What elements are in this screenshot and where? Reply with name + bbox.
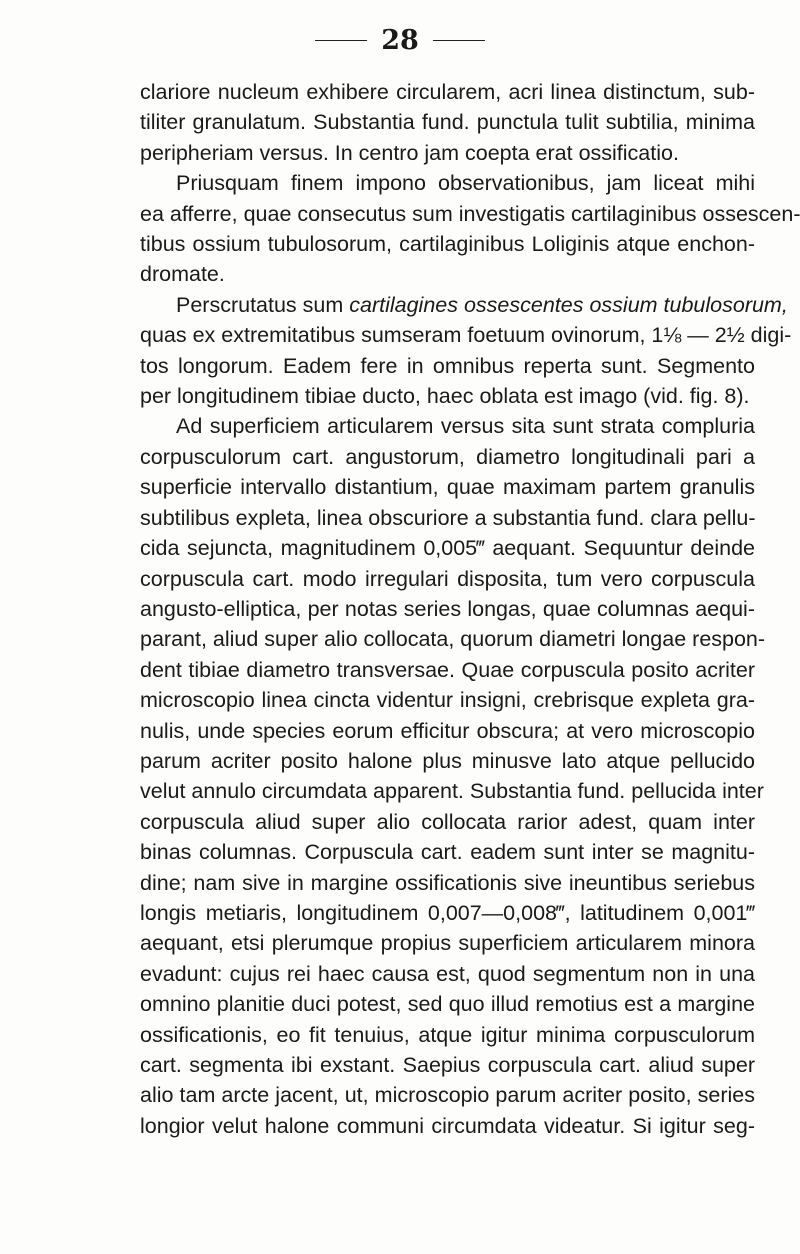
text-line-content: Perscrutatus sum — [176, 292, 350, 317]
text-line-content: superficie intervallo distantium, quae maximam partem granulis — [140, 475, 755, 500]
text-line-content: parant, aliud super alio collocata, quorum diametri longae respon- — [140, 627, 766, 652]
body-text — [140, 77, 800, 1141]
text-line-content: cart. segmenta ibi exstant. Saepius corpuscula cart. aliud super — [140, 1053, 755, 1077]
text-line — [140, 533, 755, 563]
text-line-content: dent tibiae diametro transversae. Quae corpuscula posito acriter — [140, 657, 755, 682]
text-line-content: angusto-elliptica, per notas series longas, quae columnas aequi- — [140, 596, 755, 621]
text-line — [140, 776, 764, 806]
text-line-content: tiliter granulatum. Substantia fund. punctula tulit subtilia, minima — [140, 110, 755, 135]
text-line-content: corpuscula cart. modo irregulari disposita, tum vero corpuscula — [140, 566, 755, 591]
text-line — [140, 472, 755, 502]
text-line-content: tibus ossium tubulosorum, cartilaginibus Loliginis atque enchon- — [140, 232, 755, 257]
text-line-content: per longitudinem tibiae ducto, haec oblata est imago (vid. fig. 8). — [140, 384, 750, 409]
text-line — [140, 1050, 755, 1080]
text-line-content: dine; nam sive in margine ossificationis sive ineuntibus seriebus — [140, 870, 755, 895]
text-line — [140, 594, 755, 624]
text-line-content: velut annulo circumdata apparent. Substantia fund. pellucida inter — [140, 779, 764, 804]
text-line — [140, 259, 755, 289]
text-line — [140, 564, 755, 594]
text-line — [140, 1111, 755, 1141]
text-line — [140, 320, 792, 350]
text-line — [140, 77, 755, 107]
text-line-content: aequant, etsi plerumque propius superficiem articularem minora — [140, 931, 755, 956]
text-line-content: corpusculorum cart. angustorum, diametro longitudinali pari a — [140, 444, 755, 469]
text-line — [140, 168, 755, 198]
text-line — [140, 1020, 755, 1050]
text-line-content: parum acriter posito halone plus minusve lato atque pellucido — [140, 748, 755, 773]
text-line — [140, 655, 755, 685]
text-line-content: Ad superficiem articularem versus sita sunt strata compluria — [176, 414, 755, 439]
text-line-content: omnino planitie duci potest, sed quo illud remotius est a margine — [140, 992, 755, 1017]
italic-phrase: cartilagines ossescentes ossium tubulosorum, — [349, 292, 788, 317]
page-number: 28 — [381, 24, 419, 56]
text-line-content: cida sejuncta, magnitudinem 0,005‴ aequant. Sequuntur deinde — [140, 536, 755, 561]
text-line — [140, 290, 788, 320]
text-line-content: ea afferre, quae consecutus sum investigatis cartilaginibus ossescen- — [140, 201, 800, 226]
text-line — [140, 898, 755, 928]
text-line-content: subtilibus expleta, linea obscuriore a substantia fund. clara pellu- — [140, 505, 756, 530]
text-line — [140, 624, 766, 654]
text-line-content: peripheriam versus. In centro jam coepta erat ossificatio. — [140, 140, 679, 165]
text-line — [140, 351, 755, 381]
text-line-content: microscopio linea cincta videntur insigni, crebrisque expleta gra- — [140, 688, 755, 713]
text-line — [140, 928, 755, 958]
text-line-content: clariore nucleum exhibere circularem, acri linea distinctum, sub- — [140, 80, 755, 104]
header-rule-right — [433, 40, 485, 41]
text-line — [140, 746, 755, 776]
text-line — [140, 716, 755, 746]
text-line — [140, 1080, 755, 1110]
text-line — [140, 868, 755, 898]
header-rule-left — [315, 40, 367, 41]
text-line-content: binas columnas. Corpuscula cart. eadem sunt inter se magnitu- — [140, 840, 755, 865]
text-line — [140, 381, 755, 411]
text-line — [140, 503, 755, 533]
text-line-content: longior velut halone communi circumdata videatur. Si igitur seg- — [140, 1113, 755, 1138]
page-header — [0, 20, 800, 60]
text-line-content: quas ex extremitatibus sumseram foetuum ovinorum, 1⅛ — 2½ digi- — [140, 323, 792, 348]
text-line — [140, 442, 755, 472]
text-line-content: nulis, unde species eorum efficitur obscura; at vero microscopio — [140, 718, 755, 743]
text-line — [140, 199, 800, 229]
text-line-content: Priusquam finem impono observationibus, jam liceat mihi — [176, 171, 755, 196]
text-line — [140, 229, 755, 259]
text-line-content: dromate. — [140, 262, 225, 287]
text-line-content: alio tam arcte jacent, ut, microscopio parum acriter posito, series — [140, 1083, 755, 1108]
text-line — [140, 959, 755, 989]
text-line — [140, 107, 755, 137]
text-line-content: longis metiaris, longitudinem 0,007—0,008‴, latitudinem 0,001‴ — [140, 900, 755, 925]
text-line — [140, 989, 755, 1019]
text-line-content: tos longorum. Eadem fere in omnibus reperta sunt. Segmento — [140, 353, 755, 378]
text-line — [140, 411, 755, 441]
text-line — [140, 837, 755, 867]
text-line-content: evadunt: cujus rei haec causa est, quod segmentum non in una — [140, 961, 755, 986]
text-line — [140, 138, 755, 168]
text-line-content: corpuscula aliud super alio collocata rarior adest, quam inter — [140, 809, 755, 834]
text-line — [140, 685, 755, 715]
text-line — [140, 807, 755, 837]
text-line-content: ossificationis, eo fit tenuius, atque igitur minima corpusculorum — [140, 1022, 755, 1047]
